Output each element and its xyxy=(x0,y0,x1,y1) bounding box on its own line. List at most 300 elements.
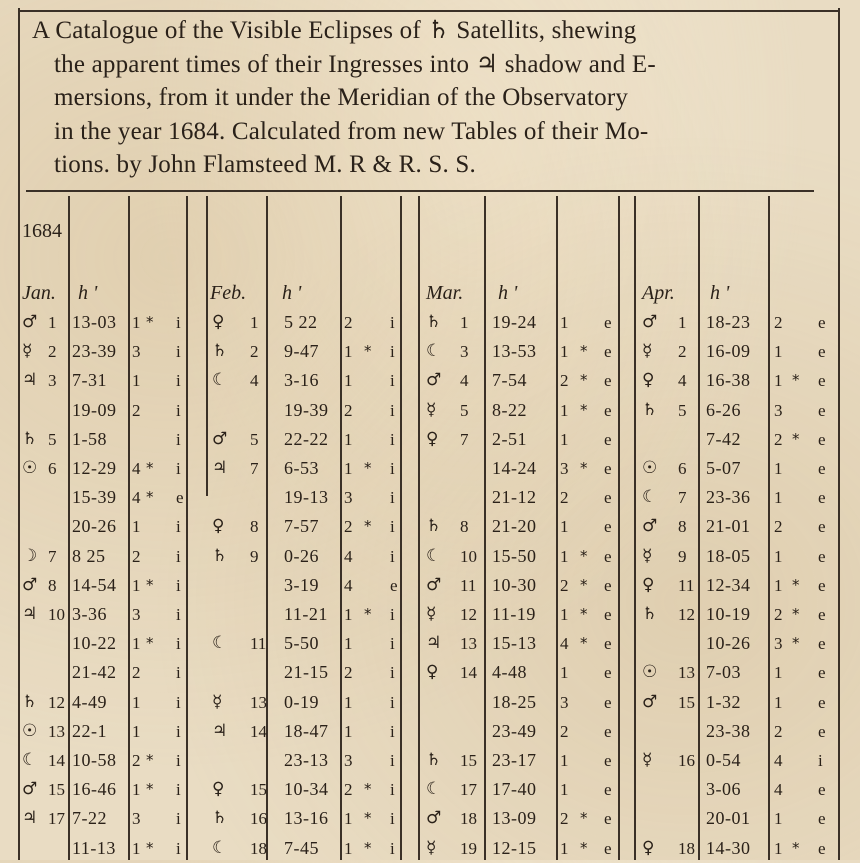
asterisk-mark: * xyxy=(146,751,154,769)
eclipse-time: 16-38 xyxy=(706,370,751,391)
day-number: 9 xyxy=(250,546,259,566)
asterisk-mark: * xyxy=(580,575,588,594)
planet-symbol: ♂ xyxy=(642,516,658,537)
ingress-emersion-flag: e xyxy=(390,575,398,595)
planet-symbol: ♂ xyxy=(22,574,38,595)
ingress-emersion-flag: i xyxy=(390,429,395,449)
asterisk-mark: * xyxy=(792,838,800,857)
ingress-emersion-flag: e xyxy=(818,429,826,449)
hours-header-mar: h ' xyxy=(498,282,518,304)
eclipse-time: 3-36 xyxy=(72,604,107,624)
asterisk-mark: * xyxy=(364,838,372,857)
ingress-emersion-flag: e xyxy=(818,400,826,420)
planet-symbol: ♄ xyxy=(212,808,228,829)
satellite-number: 4 xyxy=(560,634,569,654)
day-number: 2 xyxy=(250,342,259,362)
asterisk-mark: * xyxy=(792,575,800,594)
satellite-number: 1 xyxy=(344,634,353,654)
satellite-number: 1 xyxy=(560,400,569,420)
satellite-number: 4 xyxy=(344,546,353,566)
asterisk-mark: * xyxy=(364,780,372,799)
planet-symbol: ☾ xyxy=(212,633,228,654)
satellite-number: 4 xyxy=(774,780,783,800)
satellite-number: 1 xyxy=(132,780,141,800)
day-number: 13 xyxy=(250,692,267,712)
ingress-emersion-flag: i xyxy=(390,751,395,770)
eclipse-time: 7-57 xyxy=(284,516,319,537)
eclipse-time: 0-54 xyxy=(706,750,741,770)
day-number: 13 xyxy=(460,634,477,654)
table-row xyxy=(0,396,860,425)
eclipse-time: 7-31 xyxy=(72,370,107,391)
satellite-number: 1 xyxy=(132,371,141,391)
planet-symbol: ♂ xyxy=(642,691,658,712)
ingress-emersion-flag: e xyxy=(604,605,612,624)
planet-symbol: ♃ xyxy=(212,720,228,741)
asterisk-mark: * xyxy=(146,780,154,799)
planet-symbol: ♀ xyxy=(212,516,225,537)
ingress-emersion-flag: i xyxy=(176,663,181,683)
day-number: 18 xyxy=(678,838,695,858)
asterisk-mark: * xyxy=(364,459,372,477)
ingress-emersion-flag: e xyxy=(818,663,826,683)
ingress-emersion-flag: e xyxy=(818,634,826,654)
eclipse-time: 19-13 xyxy=(284,487,329,508)
satellite-number: 2 xyxy=(774,605,783,624)
satellite-number: 1 xyxy=(132,634,141,654)
eclipse-time: 23-39 xyxy=(72,341,117,362)
ingress-emersion-flag: i xyxy=(176,342,181,362)
asterisk-mark: * xyxy=(364,809,372,828)
eclipse-time: 11-13 xyxy=(72,837,116,858)
eclipse-time: 22-22 xyxy=(284,428,329,449)
satellite-number: 4 xyxy=(774,751,783,770)
table-row xyxy=(0,366,860,395)
eclipse-time: 21-12 xyxy=(492,487,537,508)
ingress-emersion-flag: i xyxy=(390,780,395,800)
satellite-number: 3 xyxy=(344,488,353,508)
day-number: 6 xyxy=(678,459,687,478)
ingress-emersion-flag: i xyxy=(176,721,181,741)
satellite-number: 1 xyxy=(132,313,141,332)
day-number: 5 xyxy=(48,429,57,449)
satellite-number: 1 xyxy=(344,809,353,829)
day-number: 13 xyxy=(48,721,65,741)
ingress-emersion-flag: i xyxy=(176,634,181,654)
ingress-emersion-flag: e xyxy=(604,400,612,420)
eclipse-time: 0-26 xyxy=(284,545,319,566)
table-row xyxy=(0,688,860,717)
ingress-emersion-flag: i xyxy=(176,605,181,624)
eclipse-time: 10-30 xyxy=(492,574,537,595)
day-number: 4 xyxy=(250,371,259,391)
satellite-number: 2 xyxy=(560,809,569,829)
planet-symbol: ☿ xyxy=(642,750,653,770)
planet-symbol: ♃ xyxy=(22,808,38,829)
satellite-number: 1 xyxy=(560,546,569,566)
table-row xyxy=(0,542,860,571)
table-row xyxy=(0,308,860,337)
planet-symbol: ☾ xyxy=(212,370,228,391)
asterisk-mark: * xyxy=(580,546,588,565)
eclipse-time: 12-34 xyxy=(706,574,751,595)
planet-symbol: ♂ xyxy=(22,779,38,800)
planet-symbol: ♃ xyxy=(22,370,38,391)
planet-symbol: ☾ xyxy=(426,779,442,800)
satellite-number: 1 xyxy=(344,342,353,362)
satellite-number: 1 xyxy=(560,838,569,858)
table-row xyxy=(0,629,860,658)
planet-symbol: ☉ xyxy=(642,458,658,478)
ingress-emersion-flag: e xyxy=(604,721,612,741)
satellite-number: 2 xyxy=(560,575,569,595)
satellite-number: 1 xyxy=(774,459,783,478)
day-number: 8 xyxy=(48,575,57,595)
eclipse-time: 11-21 xyxy=(284,604,328,624)
day-number: 18 xyxy=(250,838,267,858)
asterisk-mark: * xyxy=(580,459,588,477)
ingress-emersion-flag: i xyxy=(176,429,181,449)
ingress-emersion-flag: i xyxy=(390,721,395,741)
ingress-emersion-flag: e xyxy=(818,605,826,624)
eclipse-time: 13-53 xyxy=(492,341,537,362)
eclipse-time: 20-26 xyxy=(72,516,117,537)
ingress-emersion-flag: i xyxy=(390,838,395,858)
ingress-emersion-flag: e xyxy=(818,575,826,595)
planet-symbol: ♂ xyxy=(642,312,658,332)
title-line-4: in the year 1684. Calculated from new Tables of their Mo- xyxy=(54,117,649,145)
ingress-emersion-flag: e xyxy=(604,488,612,508)
day-number: 8 xyxy=(678,517,687,537)
eclipse-time: 5-50 xyxy=(284,633,319,654)
satellite-number: 1 xyxy=(774,809,783,829)
ingress-emersion-flag: e xyxy=(604,663,612,683)
planet-symbol: ♄ xyxy=(642,604,658,624)
day-number: 2 xyxy=(48,342,57,362)
eclipse-time: 20-01 xyxy=(706,808,751,829)
month-header-mar: Mar. xyxy=(426,282,464,304)
day-number: 12 xyxy=(460,605,477,624)
eclipse-time: 11-19 xyxy=(492,604,536,624)
ingress-emersion-flag: e xyxy=(818,809,826,829)
planet-symbol: ♄ xyxy=(642,399,658,420)
day-number: 19 xyxy=(460,838,477,858)
planet-symbol: ☾ xyxy=(426,545,442,566)
planet-symbol: ♄ xyxy=(212,545,228,566)
ingress-emersion-flag: i xyxy=(176,809,181,829)
ingress-emersion-flag: e xyxy=(604,634,612,654)
eclipse-time: 15-13 xyxy=(492,633,537,654)
ingress-emersion-flag: i xyxy=(390,459,395,478)
ingress-emersion-flag: i xyxy=(176,313,181,332)
eclipse-time: 15-50 xyxy=(492,545,537,566)
ingress-emersion-flag: i xyxy=(176,371,181,391)
table-row xyxy=(0,600,860,629)
satellite-number: 1 xyxy=(774,546,783,566)
eclipse-time: 10-22 xyxy=(72,633,117,654)
satellite-number: 1 xyxy=(560,605,569,624)
satellite-number: 1 xyxy=(560,342,569,362)
eclipse-time: 7-03 xyxy=(706,662,741,683)
eclipse-time: 3-16 xyxy=(284,370,319,391)
ingress-emersion-flag: e xyxy=(604,575,612,595)
ingress-emersion-flag: e xyxy=(818,692,826,712)
eclipse-time: 0-19 xyxy=(284,691,319,712)
table-row xyxy=(0,658,860,687)
satellite-number: 1 xyxy=(560,313,569,332)
day-number: 1 xyxy=(678,313,687,332)
satellite-number: 1 xyxy=(132,721,141,741)
day-number: 1 xyxy=(250,313,259,332)
ingress-emersion-flag: e xyxy=(818,838,826,858)
eclipse-time: 18-05 xyxy=(706,545,751,566)
day-number: 7 xyxy=(460,429,469,449)
ingress-emersion-flag: e xyxy=(818,546,826,566)
hours-header-feb: h ' xyxy=(282,282,302,304)
day-number: 11 xyxy=(250,634,267,654)
day-number: 7 xyxy=(678,488,687,508)
asterisk-mark: * xyxy=(580,371,588,390)
satellite-number: 1 xyxy=(132,692,141,712)
day-number: 15 xyxy=(460,751,477,770)
table-year: 1684 xyxy=(22,220,62,242)
eclipse-time: 10-58 xyxy=(72,750,117,770)
planet-symbol: ♂ xyxy=(426,370,442,391)
asterisk-mark: * xyxy=(146,313,154,331)
ingress-emersion-flag: e xyxy=(604,809,612,829)
ingress-emersion-flag: i xyxy=(390,809,395,829)
satellite-number: 1 xyxy=(344,605,353,624)
satellite-number: 1 xyxy=(560,429,569,449)
satellite-number: 1 xyxy=(560,663,569,683)
day-number: 7 xyxy=(48,546,57,566)
satellite-number: 3 xyxy=(560,459,569,478)
day-number: 16 xyxy=(250,809,267,829)
ingress-emersion-flag: i xyxy=(176,546,181,566)
day-number: 12 xyxy=(48,692,65,712)
satellite-number: 1 xyxy=(344,721,353,741)
hours-header-apr: h ' xyxy=(710,282,730,304)
eclipse-time: 7-54 xyxy=(492,370,527,391)
day-number: 13 xyxy=(678,663,695,683)
planet-symbol: ♀ xyxy=(642,574,655,595)
planet-symbol: ♄ xyxy=(426,516,442,537)
day-number: 14 xyxy=(48,751,65,770)
ingress-emersion-flag: i xyxy=(176,459,181,478)
satellite-number: 3 xyxy=(774,634,783,654)
satellite-number: 3 xyxy=(132,809,141,829)
satellite-number: 2 xyxy=(774,429,783,449)
ingress-emersion-flag: e xyxy=(604,780,612,800)
day-number: 12 xyxy=(678,605,695,624)
planet-symbol: ♂ xyxy=(426,574,442,595)
day-number: 1 xyxy=(460,313,469,332)
eclipse-time: 18-47 xyxy=(284,720,329,741)
planet-symbol: ☾ xyxy=(22,750,38,770)
day-number: 3 xyxy=(460,342,469,362)
ingress-emersion-flag: e xyxy=(604,342,612,362)
eclipse-time: 22-1 xyxy=(72,720,107,741)
ingress-emersion-flag: i xyxy=(390,605,395,624)
day-number: 14 xyxy=(250,721,267,741)
ingress-emersion-flag: i xyxy=(390,546,395,566)
satellite-number: 1 xyxy=(774,575,783,595)
satellite-number: 1 xyxy=(560,751,569,770)
satellite-number: 3 xyxy=(560,692,569,712)
month-header-jan: Jan. xyxy=(22,282,56,304)
ingress-emersion-flag: e xyxy=(604,429,612,449)
satellite-number: 2 xyxy=(560,371,569,391)
satellite-number: 1 xyxy=(774,692,783,712)
satellite-number: 1 xyxy=(774,838,783,858)
eclipse-time: 23-36 xyxy=(706,487,751,508)
planet-symbol: ☿ xyxy=(642,545,653,566)
planet-symbol: ♀ xyxy=(426,428,439,449)
satellite-number: 2 xyxy=(132,663,141,683)
planet-symbol: ☿ xyxy=(426,837,437,858)
eclipse-time: 13-09 xyxy=(492,808,537,829)
day-number: 8 xyxy=(460,517,469,537)
day-number: 10 xyxy=(48,605,65,624)
day-number: 15 xyxy=(48,780,65,800)
ingress-emersion-flag: i xyxy=(176,517,181,537)
asterisk-mark: * xyxy=(364,605,372,623)
eclipse-time: 8-22 xyxy=(492,399,527,420)
asterisk-mark: * xyxy=(792,429,800,448)
ingress-emersion-flag: e xyxy=(604,692,612,712)
day-number: 3 xyxy=(48,371,57,391)
day-number: 14 xyxy=(460,663,477,683)
ingress-emersion-flag: e xyxy=(604,371,612,391)
eclipse-time: 21-20 xyxy=(492,516,537,537)
ingress-emersion-flag: i xyxy=(390,663,395,683)
eclipse-time: 15-39 xyxy=(72,487,117,508)
satellite-number: 1 xyxy=(344,459,353,478)
table-row xyxy=(0,717,860,746)
eclipse-time: 13-16 xyxy=(284,808,329,829)
satellite-number: 2 xyxy=(344,517,353,537)
ingress-emersion-flag: e xyxy=(818,371,826,391)
table-row xyxy=(0,483,860,512)
day-number: 17 xyxy=(48,809,65,829)
day-number: 15 xyxy=(678,692,695,712)
eclipse-time: 4-49 xyxy=(72,691,107,712)
ingress-emersion-flag: i xyxy=(390,634,395,654)
satellite-number: 2 xyxy=(344,780,353,800)
satellite-number: 2 xyxy=(132,546,141,566)
asterisk-mark: * xyxy=(364,517,372,536)
ingress-emersion-flag: e xyxy=(818,313,826,332)
planet-symbol: ♀ xyxy=(642,837,655,858)
eclipse-time: 5-07 xyxy=(706,458,741,478)
satellite-number: 3 xyxy=(132,342,141,362)
title-line-3: mersions, from it under the Meridian of the Observatory xyxy=(54,84,629,111)
ingress-emersion-flag: e xyxy=(818,459,826,478)
day-number: 4 xyxy=(678,371,687,391)
planet-symbol: ♄ xyxy=(22,691,38,712)
eclipse-time: 13-03 xyxy=(72,312,117,332)
asterisk-mark: * xyxy=(792,371,800,390)
satellite-number: 4 xyxy=(132,459,141,478)
planet-symbol: ☾ xyxy=(212,837,228,858)
satellite-number: 1 xyxy=(774,342,783,362)
day-number: 11 xyxy=(678,575,695,595)
day-number: 5 xyxy=(250,429,259,449)
asterisk-mark: * xyxy=(580,809,588,828)
eclipse-time: 19-39 xyxy=(284,399,329,420)
eclipse-time: 21-42 xyxy=(72,662,117,683)
ingress-emersion-flag: e xyxy=(604,313,612,332)
satellite-number: 2 xyxy=(774,517,783,537)
planet-symbol: ☉ xyxy=(22,720,38,741)
ingress-emersion-flag: i xyxy=(176,838,181,858)
satellite-number: 1 xyxy=(132,838,141,858)
day-number: 4 xyxy=(460,371,469,391)
eclipse-time: 8 25 xyxy=(72,545,106,566)
eclipse-time: 14-24 xyxy=(492,458,537,478)
planet-symbol: ♄ xyxy=(22,428,38,449)
asterisk-mark: * xyxy=(792,605,800,623)
satellite-number: 2 xyxy=(344,663,353,683)
satellite-number: 4 xyxy=(132,488,141,508)
planet-symbol: ♂ xyxy=(426,808,442,829)
planet-symbol: ♀ xyxy=(642,370,655,391)
ingress-emersion-flag: i xyxy=(390,342,395,362)
ingress-emersion-flag: e xyxy=(818,721,826,741)
eclipse-time: 10-34 xyxy=(284,779,329,800)
planet-symbol: ☉ xyxy=(22,458,38,478)
planet-symbol: ♀ xyxy=(426,662,439,683)
ingress-emersion-flag: i xyxy=(390,371,395,391)
eclipse-time: 18-25 xyxy=(492,691,537,712)
satellite-number: 1 xyxy=(344,692,353,712)
eclipse-time: 23-17 xyxy=(492,750,537,770)
planet-symbol: ♄ xyxy=(426,750,442,770)
day-number: 9 xyxy=(678,546,687,566)
ingress-emersion-flag: e xyxy=(604,838,612,858)
eclipse-time: 23-49 xyxy=(492,720,537,741)
satellite-number: 1 xyxy=(132,575,141,595)
planet-symbol: ♃ xyxy=(426,633,442,654)
satellite-number: 2 xyxy=(774,313,783,332)
ingress-emersion-flag: i xyxy=(818,751,823,770)
planet-symbol: ♃ xyxy=(212,458,228,478)
asterisk-mark: * xyxy=(792,634,800,653)
ingress-emersion-flag: i xyxy=(176,400,181,420)
ingress-emersion-flag: i xyxy=(390,517,395,537)
eclipse-time: 21-15 xyxy=(284,662,329,683)
eclipse-time: 3-19 xyxy=(284,574,319,595)
eclipse-time: 16-09 xyxy=(706,341,751,362)
satellite-number: 3 xyxy=(774,400,783,420)
month-header-apr: Apr. xyxy=(642,282,675,304)
asterisk-mark: * xyxy=(146,838,154,857)
satellite-number: 2 xyxy=(132,751,141,770)
planet-symbol: ☽ xyxy=(22,545,38,566)
table-row xyxy=(0,454,860,483)
ingress-emersion-flag: i xyxy=(390,488,395,508)
eclipse-time: 16-46 xyxy=(72,779,117,800)
table-row xyxy=(0,425,860,454)
table-row xyxy=(0,337,860,366)
satellite-number: 1 xyxy=(344,371,353,391)
planet-symbol: ☾ xyxy=(642,487,658,508)
asterisk-mark: * xyxy=(580,342,588,361)
table-row xyxy=(0,775,860,804)
ingress-emersion-flag: e xyxy=(818,488,826,508)
satellite-number: 2 xyxy=(344,400,353,420)
ingress-emersion-flag: i xyxy=(176,575,181,595)
